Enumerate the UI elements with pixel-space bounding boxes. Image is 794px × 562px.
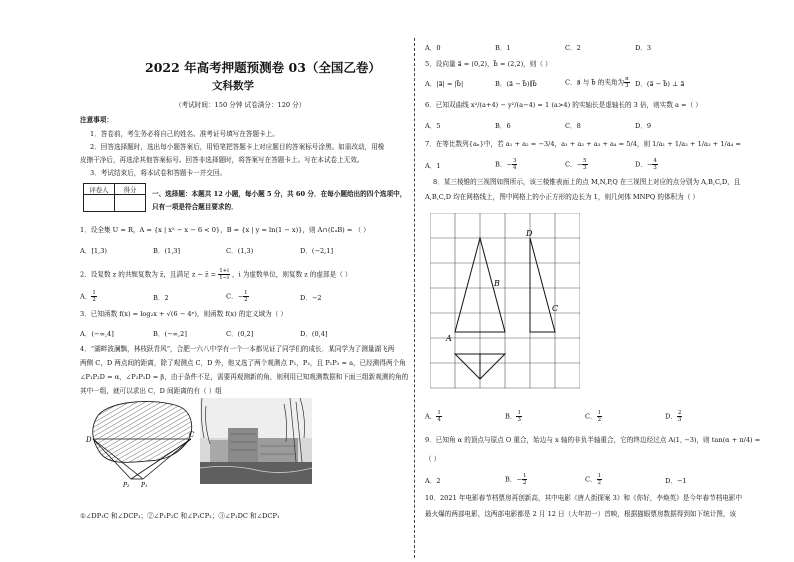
- q10-line1: 10．2021 年电影春节档票房再创新高，其中电影《唐人街探案 3》和《你好，李焕英》是今年春节档电影中: [425, 494, 743, 502]
- q8-option-a: A． $\frac{1}{4}$: [425, 410, 441, 423]
- lake-label-d: D: [86, 436, 92, 444]
- q4-line: 两侧 C，D 两点间的距离，除了观测点 C，D 外，他又选了两个观测点 P₁，P₂，且 P₁P₂ = a，已经测得两个角: [80, 359, 406, 367]
- q2-option-c: C．− $\frac{1}{2}$: [226, 290, 248, 303]
- q3-option: B．(−∞,2]: [153, 330, 187, 338]
- grid-label-a: A: [446, 334, 452, 343]
- q1-option: B．(1,3]: [153, 247, 181, 255]
- q1-option: A．[1,3): [80, 247, 107, 255]
- q3-option: D．(0,4]: [300, 330, 328, 338]
- q9-stem: 9．已知角 α 的顶点与原点 O 重合，始边与 x 轴的非负半轴重合，它的终边经过点 A(1, −3)，则 tan(α + π/4) =: [425, 436, 761, 444]
- page-title: 2022 年高考押题预测卷 03（全国乙卷）: [145, 60, 381, 75]
- q4-line: 4．“湖畔波澜飘，林枝跃青风”，合肥一六八中学有一个一本都见证了同学们的成长．某同学为了测量湖飞两: [80, 345, 395, 353]
- q9-blank: （ ）: [425, 455, 441, 463]
- q3-option: C．(0,2]: [226, 330, 254, 338]
- prev-q-option: A．0: [425, 44, 441, 52]
- three-view-grid: [430, 213, 580, 403]
- note-item: 3．考试结束后，将本试卷和答题卡一并交回。: [90, 169, 227, 177]
- q5-option: D．(a⃗ − b⃗) ⊥ a⃗: [635, 80, 685, 88]
- q8-option-b: B． $\frac{1}{3}$: [505, 410, 521, 423]
- q6-option: B．6: [495, 122, 511, 130]
- q2-stem: [80, 268, 351, 281]
- score-table: [83, 183, 146, 212]
- lake-label-c: C: [189, 431, 195, 439]
- q2-option-a: A． $\frac{1}{2}$: [80, 290, 96, 303]
- q6-option: D．9: [635, 122, 652, 130]
- lake-shape: [93, 401, 192, 462]
- q1-option: C．(1,3): [226, 247, 254, 255]
- q5-option: A．|a⃗| = |b⃗|: [425, 80, 464, 88]
- lake-label-p1: P₁: [141, 482, 148, 489]
- q2-option-d: D．−2: [300, 294, 322, 302]
- notes-heading: 注意事项：: [80, 116, 113, 124]
- q6-stem: 6．已知双曲线 x²/(a+4) − y²/(a−4) = 1 (a>4) 的实轴长是虚轴长的 3 倍，则实数 a =（ ）: [425, 101, 702, 109]
- prev-q-option: B．1: [495, 44, 511, 52]
- side-view-triangle: [530, 238, 555, 332]
- q8-line1: 8．某三棱锥的三视图如图所示，该三棱锥表面上的点 M,N,P,Q 在三视图上对应的点分别为 A,B,C,D，且: [433, 178, 741, 186]
- q9-option-b: B．− $\frac{1}{2}$: [505, 473, 527, 486]
- q3-option: A．(−∞,4]: [80, 330, 114, 338]
- q4-choices: ①∠DP₁C 和∠DCP₁；②∠P₁P₂C 和∠P₁CP₂；③∠P₁DC 和∠DCP₁: [80, 512, 280, 520]
- q4-line: 其中一组，就可以求出 C，D 间距离的有（ ）组: [80, 387, 222, 395]
- prev-q-option: D．3: [635, 44, 652, 52]
- q2-frac-den: 1−i: [219, 275, 229, 281]
- q9-option-a: A．2: [425, 477, 441, 485]
- lake-label-p2: P₂: [123, 482, 130, 489]
- q8-option-c: C． $\frac{1}{2}$: [585, 410, 602, 423]
- q6-option: C．8: [565, 122, 581, 130]
- prev-q-option: C．2: [565, 44, 581, 52]
- q3-stem: 3．已知函数 f(x) = log₂x + √(6 − 4ˣ)，则函数 f(x) 的定义域为（ ）: [80, 310, 288, 318]
- campus-photo: [200, 398, 312, 484]
- q2-frac-num: 1+i: [219, 268, 229, 274]
- column-divider: [414, 38, 415, 558]
- section1-line2: 只有一项是符合题目要求的．: [152, 203, 238, 211]
- q2-stem-b: ，i 为虚数单位，则复数 z 的虚部是（ ）: [232, 270, 352, 279]
- q5-option-c: C．a⃗ 与 b⃗ 的夹角为 $\frac{\pi}{3}$: [565, 76, 629, 89]
- q6-option: A．5: [425, 122, 441, 130]
- q9-option-c: C． $\frac{1}{2}$: [585, 473, 602, 486]
- q8-line2: A,B,C,D 均在网格线上，图中网格上的小正方形的边长为 1，则几何体 MNPQ 的体积为（ ）: [425, 193, 700, 201]
- q7-option-c: C．− $\frac{5}{3}$: [565, 158, 587, 171]
- exam-info: （考试时间：150 分钟 试卷满分：120 分）: [175, 101, 306, 109]
- q4-line: ∠P₁P₂D = α，∠P₂P₁D = β，由于条件不足，需要再观测新的角，则利用已知观测数据和下面三组新观测的角的: [80, 373, 409, 381]
- q5-stem: 5．设向量 a⃗ = (0,2)，b⃗ = (2,2)，则（ ）: [425, 60, 552, 68]
- q8-option-d: D． $\frac{2}{3}$: [665, 410, 682, 423]
- q10-line2: 最火爆的两部电影，这两部电影都是 2 月 12 日（大年初一）首映，根据猫眼票房数据得到如下统计图，该: [425, 510, 737, 518]
- q2-option-b: B．2: [153, 294, 169, 302]
- q7-option-d: D．− $\frac{4}{3}$: [635, 158, 657, 171]
- section1-line1: 一、选择题：本题共 12 小题，每小题 5 分，共 60 分．在每小题给出的四个选项中，: [152, 190, 407, 198]
- q9-option-d: D．−1: [665, 477, 687, 485]
- grid-label-d: D: [526, 229, 533, 238]
- note-item: 1．答卷前，考生务必将自己的姓名、准考证号填写在答题卡上。: [90, 130, 279, 138]
- q7-option-a: A．1: [425, 162, 441, 170]
- score-col-score: 得分: [115, 184, 146, 195]
- lake-diagram: [85, 395, 195, 490]
- q7-stem: 7．在等比数列{aₙ}中，若 a₁ + a₂ = −3/4，a₁ + a₂ + a₃ + a₄ = 5/4，则 1/a₁ + 1/a₂ + 1/a₃ + 1/a₄ =: [425, 140, 741, 148]
- q2-fraction: [218, 268, 230, 281]
- q5-option: B．(a⃗ − b⃗)∥b⃗: [495, 80, 537, 88]
- q1-stem: 1．设全集 U = R，A = {x | x² − x − 6 < 0}，B = {x | y = ln(1 − x)}，则 A∩(∁ᵤB) = （ ）: [80, 226, 370, 234]
- grid-label-c: C: [552, 304, 559, 313]
- grid-label-b: B: [494, 279, 500, 288]
- note-item: 2．回答选择题时，选出每小题答案后，用铅笔把答题卡上对应题目的答案标号涂黑。如需改动，用橡: [90, 143, 385, 151]
- q7-option-b: B．− $\frac{3}{4}$: [495, 158, 517, 171]
- score-col-grader: 评卷人: [84, 184, 115, 195]
- q1-option: D．(−2,1]: [300, 247, 334, 255]
- subject-title: 文科数学: [212, 80, 254, 92]
- q2-stem-a: 2．设复数 z 的共轭复数为 z̄，且满足 z − z̄ =: [80, 270, 217, 279]
- note-item: 皮擦干净后，再选涂其他答案标号。回答非选择题时，将答案写在答题卡上。写在本试卷上无效。: [80, 156, 364, 164]
